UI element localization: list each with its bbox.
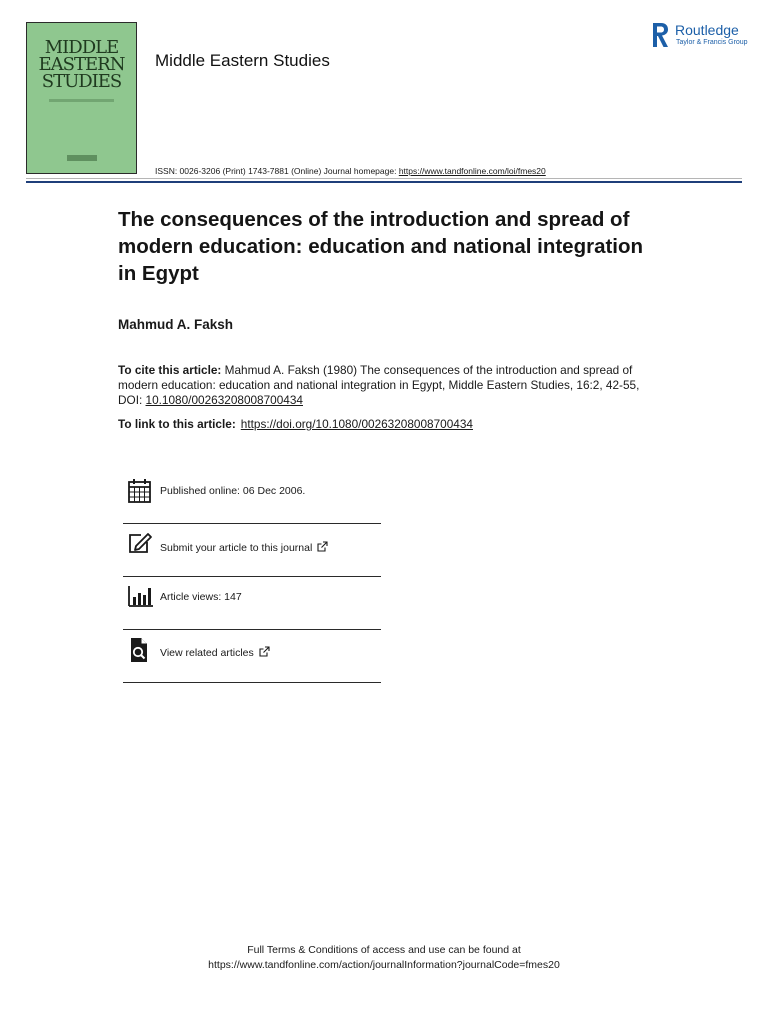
cite-text: Mahmud A. Faksh (1980) The consequences of the introduction and spread of modern education: education and national integration in Egypt, Middle Eastern Studies, 16:2, 42-55, DOI: [118, 363, 640, 407]
article-author: Mahmud A. Faksh [118, 317, 234, 332]
external-link-icon [259, 646, 270, 657]
article-views-text: Article views: 147 [160, 591, 242, 603]
submit-article-row[interactable] [123, 527, 381, 579]
footer-terms-link[interactable]: https://www.tandfonline.com/action/journalInformation?journalCode=fmes20 [208, 959, 560, 971]
cover-title [27, 39, 136, 90]
article-link-line [118, 417, 473, 431]
published-online-text: Published online: 06 Dec 2006. [160, 485, 306, 497]
journal-homepage-link[interactable]: https://www.tandfonline.com/loi/fmes20 [398, 166, 546, 176]
cite-label: To cite this article: [118, 363, 222, 377]
submit-article-link[interactable] [160, 541, 328, 554]
cover-title-line-2: EASTERN [38, 54, 125, 75]
publisher-subtitle: Taylor & Francis Group [676, 39, 748, 46]
publisher-name: Routledge [675, 22, 739, 38]
cover-title-line-1: MIDDLE [44, 37, 119, 58]
article-title: The consequences of the introduction and spread of modern education: education and national integration in Egypt [118, 208, 644, 285]
related-articles-link[interactable] [160, 646, 270, 659]
info-divider [123, 576, 381, 577]
issn-line [155, 166, 546, 176]
journal-name: Middle Eastern Studies [155, 51, 330, 70]
article-views-row [123, 580, 381, 632]
cover-issue-info [49, 99, 114, 102]
article-doi-url-link[interactable]: https://doi.org/10.1080/00263208008700434 [240, 417, 473, 431]
header-divider-thin [26, 178, 742, 179]
external-link-icon [317, 541, 328, 552]
footer-terms [0, 943, 768, 973]
edit-icon [127, 531, 153, 557]
cover-publisher-mark [67, 155, 97, 161]
related-articles-text: View related articles [160, 647, 254, 659]
footer-line-1: Full Terms & Conditions of access and use can be found at [247, 944, 521, 956]
related-articles-row[interactable] [123, 633, 381, 685]
issn-text: ISSN: 0026-3206 (Print) 1743-7881 (Online) Journal homepage: [155, 166, 399, 176]
routledge-logo-icon [652, 22, 670, 48]
published-online-row [123, 472, 381, 524]
journal-cover-image [26, 22, 137, 174]
calendar-icon [127, 478, 153, 504]
document-search-icon [127, 637, 153, 663]
citation-block [118, 363, 658, 408]
header-divider-blue [26, 181, 742, 183]
doi-link[interactable]: 10.1080/00263208008700434 [145, 393, 303, 407]
info-divider [123, 682, 381, 683]
submit-article-text: Submit your article to this journal [160, 542, 313, 554]
cover-title-line-3: STUDIES [41, 71, 122, 92]
info-divider [123, 629, 381, 630]
link-label: To link to this article: [118, 417, 236, 431]
bar-chart-icon [127, 584, 153, 610]
info-divider [123, 523, 381, 524]
